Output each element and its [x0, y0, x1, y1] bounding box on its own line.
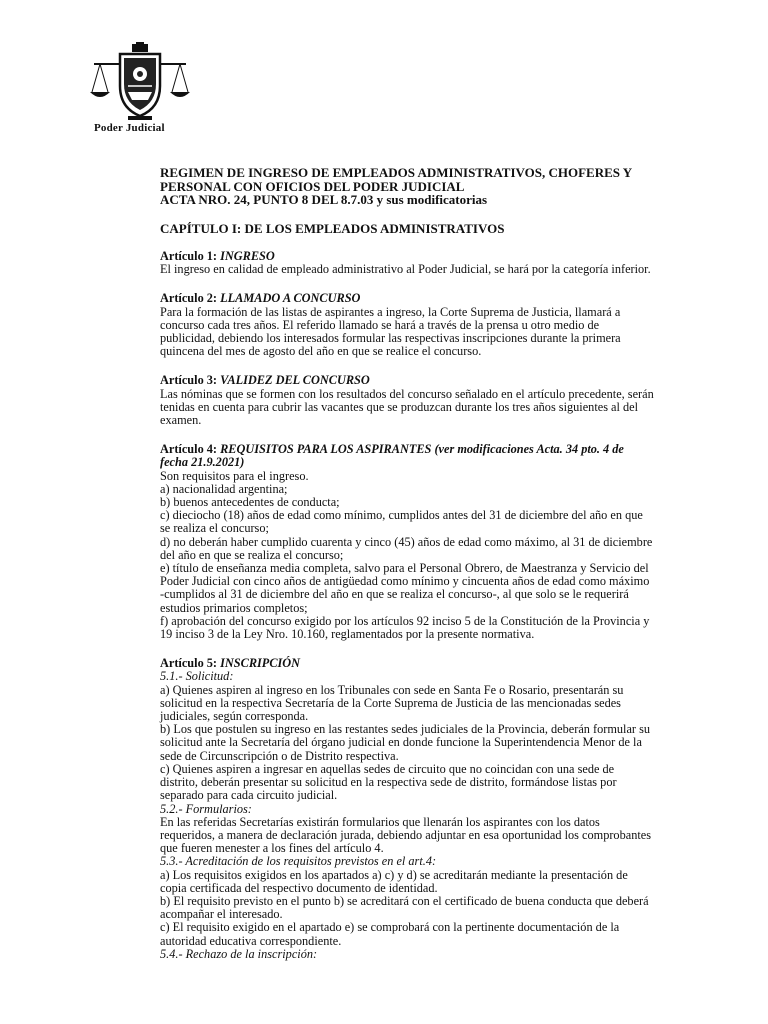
document-body [160, 166, 720, 961]
article-number: Artículo 5: [160, 656, 218, 671]
paragraph-line: del año en que se realiza el concurso; [160, 547, 344, 562]
article-3 [160, 374, 720, 427]
paragraph-line: que fueren menester a los fines del artículo 4. [160, 841, 384, 856]
paragraph-line: a) Quienes aspiren al ingreso en los Tribunales con sede en Santa Fe o Rosario, presentarán su [160, 682, 624, 697]
paragraph-line: acompañar el interesado. [160, 907, 283, 922]
title-line: PERSONAL CON OFICIOS DEL PODER JUDICIAL [160, 178, 465, 194]
article-4 [160, 443, 720, 641]
paragraph-line: Para la formación de las listas de aspirantes a ingreso, la Corte Suprema de Justicia, llamará a [160, 304, 621, 319]
paragraph-line: Son requisitos para el ingreso. [160, 468, 309, 483]
paragraph-line: Las nóminas que se formen con los resultados del concurso señalado en el artículo precedente, serán [160, 386, 654, 401]
paragraph-line: sede de Circunscripción o de Distrito respectiva. [160, 748, 399, 763]
paragraph-line: se realiza el concurso; [160, 521, 269, 536]
article-name: fecha 21.9.2021) [160, 455, 245, 470]
article-name: LLAMADO A CONCURSO [220, 291, 361, 306]
article-1 [160, 250, 720, 276]
article-name: INGRESO [220, 248, 275, 263]
paragraph-line: a) Los requisitos exigidos en los apartados a) c) y d) se acreditarán mediante la presentación de [160, 867, 628, 882]
paragraph-line: b) buenos antecedentes de conducta; [160, 495, 340, 510]
paragraph-line: distrito, deberán presentar su solicitud en la respectiva sede de distrito, formándose listas por [160, 775, 617, 790]
paragraph-line: publicidad, debiendo los interesados formular las respectivas inscripciones durante la primera [160, 331, 621, 345]
document-title [160, 166, 720, 207]
subsection-heading: 5.3.- Acreditación de los requisitos previstos en el art.4: [160, 854, 437, 869]
paragraph-line: separado para cada circuito judicial. [160, 788, 338, 803]
paragraph-line: c) dieciocho (18) años de edad como mínimo, cumplidos antes del 31 de diciembre del año en que [160, 508, 643, 523]
paragraph-line: examen. [160, 413, 202, 428]
article-heading [160, 374, 720, 387]
paragraph-line: solicitud en la respectiva Secretaría de la Corte Suprema de Justicia de las mencionadas sedes [160, 695, 621, 710]
article-name: VALIDEZ DEL CONCURSO [220, 373, 370, 388]
subsection-heading: 5.4.- Rechazo de la inscripción: [160, 946, 318, 961]
subsection-heading: 5.2.- Formularios: [160, 801, 252, 816]
paragraph-line: d) no deberán haber cumplido cuarenta y cinco (45) años de edad como máximo, al 31 de diciembre [160, 534, 653, 549]
article-5 [160, 657, 720, 961]
article-number: Artículo 4: [160, 442, 218, 457]
article-2 [160, 292, 720, 358]
brand-label: Poder Judicial [94, 122, 165, 134]
paragraph-line: quincena del mes de agosto del año en que se realice el concurso. [160, 344, 482, 359]
title-line: ACTA NRO. 24, PUNTO 8 DEL 8.7.03 y sus modificatorias [160, 192, 488, 208]
article-number: Artículo 2: [160, 291, 218, 306]
paragraph-line: b) El requisito previsto en el punto b) se acreditará con el certificado de buena conducta que deberá [160, 893, 649, 908]
subsection-heading: 5.1.- Solicitud: [160, 669, 234, 684]
article-name: REQUISITOS PARA LOS ASPIRANTES (ver modificaciones Acta. 34 pto. 4 de [220, 442, 624, 457]
paragraph-line: c) Quienes aspiren a ingresar en aquellas sedes de circuito que no coincidan con una sede de [160, 761, 615, 776]
paragraph-line: 19 inciso 3 de la Ley Nro. 10.160, reglamentados por la presente normativa. [160, 627, 535, 642]
article-heading [160, 657, 720, 670]
paragraph-line: f) aprobación del concurso exigido por los artículos 92 inciso 5 de la Constitución de la Provincia y [160, 613, 650, 628]
paragraph-line: estudios primarios completos; [160, 600, 308, 615]
article-heading-continued [160, 456, 720, 469]
paragraph-line: -cumplidos al 31 de diciembre del año en que se realiza el concurso-, al que solo se le requerirá [160, 587, 629, 602]
paragraph-line: c) El requisito exigido en el apartado e) se comprobará con la pertinente documentación de la [160, 920, 620, 935]
paragraph-line: autoridad educativa correspondiente. [160, 933, 342, 948]
paragraph-line: El ingreso en calidad de empleado administrativo al Poder Judicial, se hará por la categoría inferior. [160, 262, 651, 277]
paragraph-line: judiciales, según corresponda. [160, 709, 309, 724]
paragraph-line: concurso cada tres años. El referido llamado se hará a través de la prensa u otro medio de [160, 317, 600, 332]
paragraph-line: En las referidas Secretarías existirán formularios que llenarán los aspirantes con los datos [160, 814, 600, 829]
paragraph-line: Poder Judicial con cinco años de antigüedad como mínimo y cincuenta años de edad como máximo [160, 574, 650, 589]
paragraph-line: a) nacionalidad argentina; [160, 481, 288, 496]
paragraph-line: requeridos, a manera de declaración jurada, debiendo adjuntar en esa oportunidad los comprobantes [160, 827, 651, 842]
paragraph-line: solicitud ante la Secretaría del órgano judicial en donde funcione la Superintendencia Menor de la [160, 735, 642, 750]
chapter-heading: CAPÍTULO I: DE LOS EMPLEADOS ADMINISTRATIVOS [160, 220, 505, 236]
article-number: Artículo 3: [160, 373, 218, 388]
paragraph-line: e) título de enseñanza media completa, salvo para el Personal Obrero, de Maestranza y Servicio del [160, 561, 649, 576]
article-heading [160, 292, 720, 305]
paragraph-line: tenidas en cuenta para cubrir las vacantes que se produzcan durante los tres años siguientes al del [160, 399, 639, 414]
article-number: Artículo 1: [160, 248, 218, 263]
poder-judicial-seal-icon [88, 42, 192, 122]
title-line: REGIMEN DE INGRESO DE EMPLEADOS ADMINISTRATIVOS, CHOFERES Y [160, 165, 633, 180]
paragraph-line: b) Los que postulen su ingreso en las restantes sedes judiciales de la Provincia, deberán formular su [160, 722, 651, 737]
article-name: INSCRIPCIÓN [220, 656, 301, 671]
paragraph-line: copia certificada del respectivo documento de identidad. [160, 880, 438, 895]
